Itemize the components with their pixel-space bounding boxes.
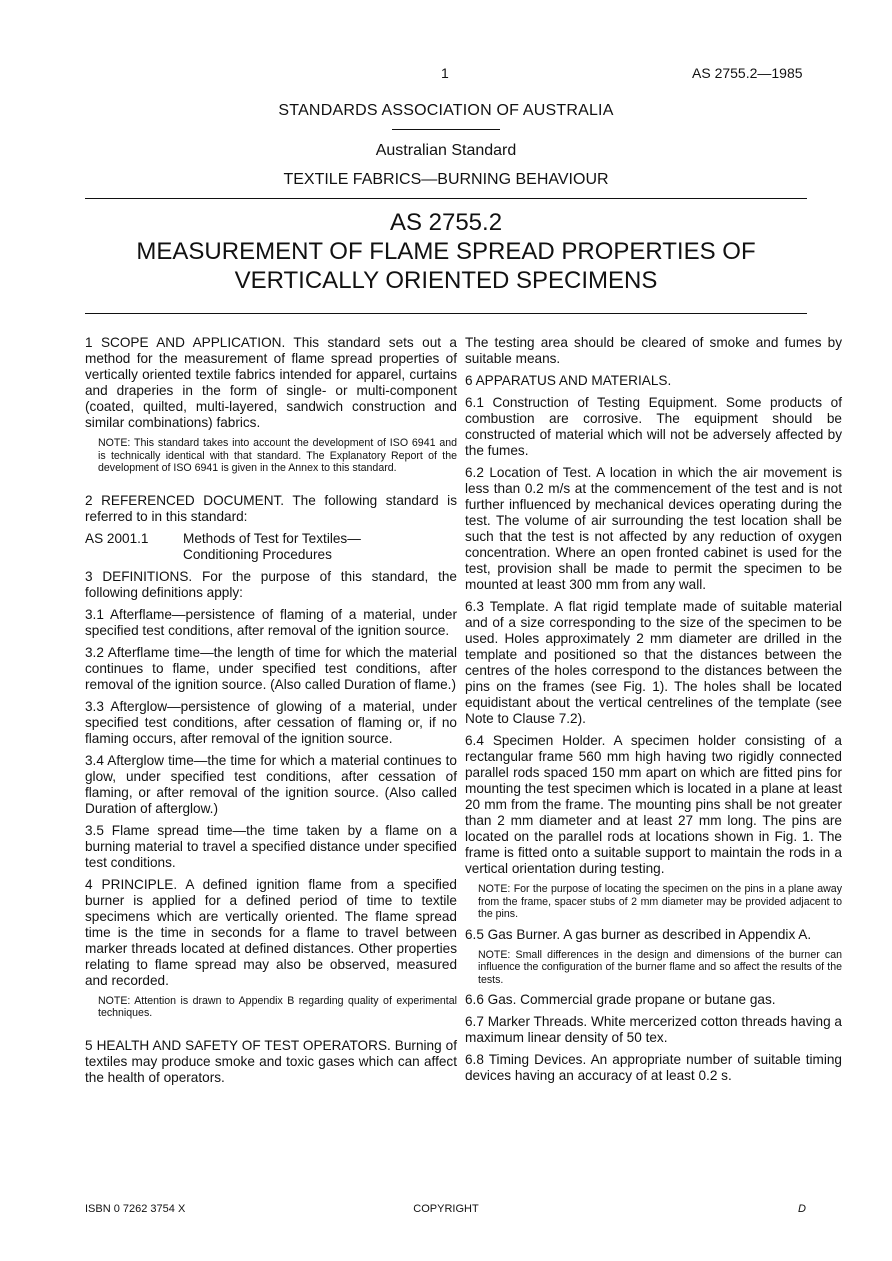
scope-note: NOTE: This standard takes into account the development of ISO 6941 and is technically identical with that standard. The Explanatory Report of the development of ISO 6941 is given in the Annex to this standard. [98, 437, 457, 474]
gas-burner-note: NOTE: Small differences in the design and dimensions of the burner can influence the configuration of the burner flame and so affect the results of the tests. [478, 948, 842, 986]
document-title [85, 208, 807, 295]
clause-definitions: 3 DEFINITIONS. For the purpose of this standard, the following definitions apply: [85, 568, 457, 600]
clause-timing-devices: 6.8 Timing Devices. An appropriate number of suitable timing devices having an accuracy of at least 0.2 s. [465, 1052, 842, 1083]
header-divider [392, 129, 500, 130]
definition-flame-spread-time: 3.5 Flame spread time—the time taken by a flame on a burning material to travel a specified distance under specified test conditions. [85, 822, 457, 870]
reference-row [85, 531, 457, 563]
clause-gas: 6.6 Gas. Commercial grade propane or butane gas. [465, 992, 776, 1007]
spacer [85, 1026, 457, 1038]
title-code: AS 2755.2 [389, 209, 503, 236]
clause-health-safety-continued: The testing area should be cleared of smoke and fumes by suitable means. [465, 335, 842, 366]
clause-marker-threads: 6.7 Marker Threads. White mercerized cotton threads having a maximum linear density of 50 tex. [465, 1014, 842, 1045]
clause-scope: 1 SCOPE AND APPLICATION. This standard sets out a method for the measurement of flame spread properties of vertically oriented textile fabrics intended for apparel, curtains and draperies in the form of single- or multi-component (coated, quilted, multi-layered, sandwich construction and similar combinations) fabrics. [85, 335, 457, 430]
series-title: TEXTILE FABRICS—BURNING BEHAVIOUR [283, 171, 609, 188]
footer-letter: D [798, 1203, 806, 1215]
definition-afterflame: 3.1 Afterflame—persistence of flaming of a material, under specified test conditions, after removal of the ignition source. [85, 606, 457, 638]
standard-number: AS 2755.2—1985 [692, 65, 803, 81]
clause-specimen-holder: 6.4 Specimen Holder. A specimen holder consisting of a rectangular frame 560 mm high having two rigidly connected parallel rods spaced 150 mm apart on which are fitted pins for mounting the test specimen which is located in a plane at least 20 mm from the frame. The mounting pins shall be not greater than 2 mm diameter and at least 27 mm long. The pins are located on the parallel rods at locations shown in Fig. 1. The frame is fitted onto a suitable support to maintain the rods in a vertical orientation during testing. [465, 733, 842, 876]
title-bottom-rule [85, 313, 807, 314]
title-line-2: VERTICALLY ORIENTED SPECIMENS [234, 267, 658, 294]
clause-principle: 4 PRINCIPLE. A defined ignition flame from a specified burner is applied for a defined period of time to textile specimens which are vertically oriented. The flame spread time is the time in seconds for a flame to travel between marker threads located at defined distances. Other properties relating to flame spread may also be observed, measured and recorded. [85, 876, 457, 988]
right-column [465, 335, 842, 1090]
organisation-name: STANDARDS ASSOCIATION OF AUSTRALIA [278, 102, 614, 119]
reference-title: Methods of Test for Textiles—Conditioning Procedures [183, 530, 361, 562]
definition-afterglow-time: 3.4 Afterglow time—the time for which a material continues to glow, under specified test conditions, after cessation of flaming, or after removal of the ignition source. (Also called Duration of afterglow.) [85, 752, 457, 816]
title-line-1: MEASUREMENT OF FLAME SPREAD PROPERTIES OF [136, 238, 756, 265]
standard-type: Australian Standard [375, 142, 517, 159]
page-number: 1 [441, 65, 449, 81]
definition-afterglow: 3.3 Afterglow—persistence of glowing of a material, under specified test conditions, after cessation of flaming or, if no flaming occurs, after removal of the ignition source. [85, 698, 457, 746]
left-column [85, 335, 457, 1092]
clause-referenced: 2 REFERENCED DOCUMENT. The following standard is referred to in this standard: [85, 492, 457, 524]
clause-template: 6.3 Template. A flat rigid template made of suitable material and of a size corresponding to the size of the specimen to be used. Holes approximately 2 mm diameter are drilled in the template and positioned so that the distances between the centres of the holes correspond to the distances between the pins on the frames (see Fig. 1). The holes shall be located equidistant about the vertical centrelines of the template (see Note to Clause 7.2). [465, 599, 842, 726]
title-top-rule [85, 198, 807, 199]
specimen-holder-note: NOTE: For the purpose of locating the specimen on the pins in a plane away from the frame, spacer stubs of 2 mm diameter may be provided adjacent to the pins. [478, 883, 842, 920]
reference-code: AS 2001.1 [85, 530, 149, 546]
clause-apparatus: 6 APPARATUS AND MATERIALS. [465, 373, 672, 388]
principle-note: NOTE: Attention is drawn to Appendix B regarding quality of experimental techniques. [98, 994, 457, 1019]
definition-afterflame-time: 3.2 Afterflame time—the length of time for which the material continues to flame, under specified test conditions, after removal of the ignition source. (Also called Duration of flame.) [85, 644, 457, 692]
spacer [85, 481, 457, 493]
clause-construction: 6.1 Construction of Testing Equipment. Some products of combustion are corrosive. The equipment should be constructed of material which will not be adversely affected by the fumes. [465, 395, 842, 458]
footer-copyright: COPYRIGHT [413, 1203, 479, 1215]
footer-isbn: ISBN 0 7262 3754 X [85, 1203, 186, 1215]
clause-gas-burner: 6.5 Gas Burner. A gas burner as described in Appendix A. [465, 926, 812, 942]
clause-location: 6.2 Location of Test. A location in which the air movement is less than 0.2 m/s at the commencement of the test and is not further influenced by mechanical devices operating during the test. The volume of air surrounding the test location shall be such that the test is not affected by any reduction of oxygen concentration. Where an open fronted cabinet is used for the test, provision shall be made to permit the specimen to be mounted at least 300 mm from any wall. [465, 465, 842, 592]
clause-health-safety: 5 HEALTH AND SAFETY OF TEST OPERATORS. Burning of textiles may produce smoke and toxic gases which can affect the health of operators. [85, 1037, 457, 1085]
